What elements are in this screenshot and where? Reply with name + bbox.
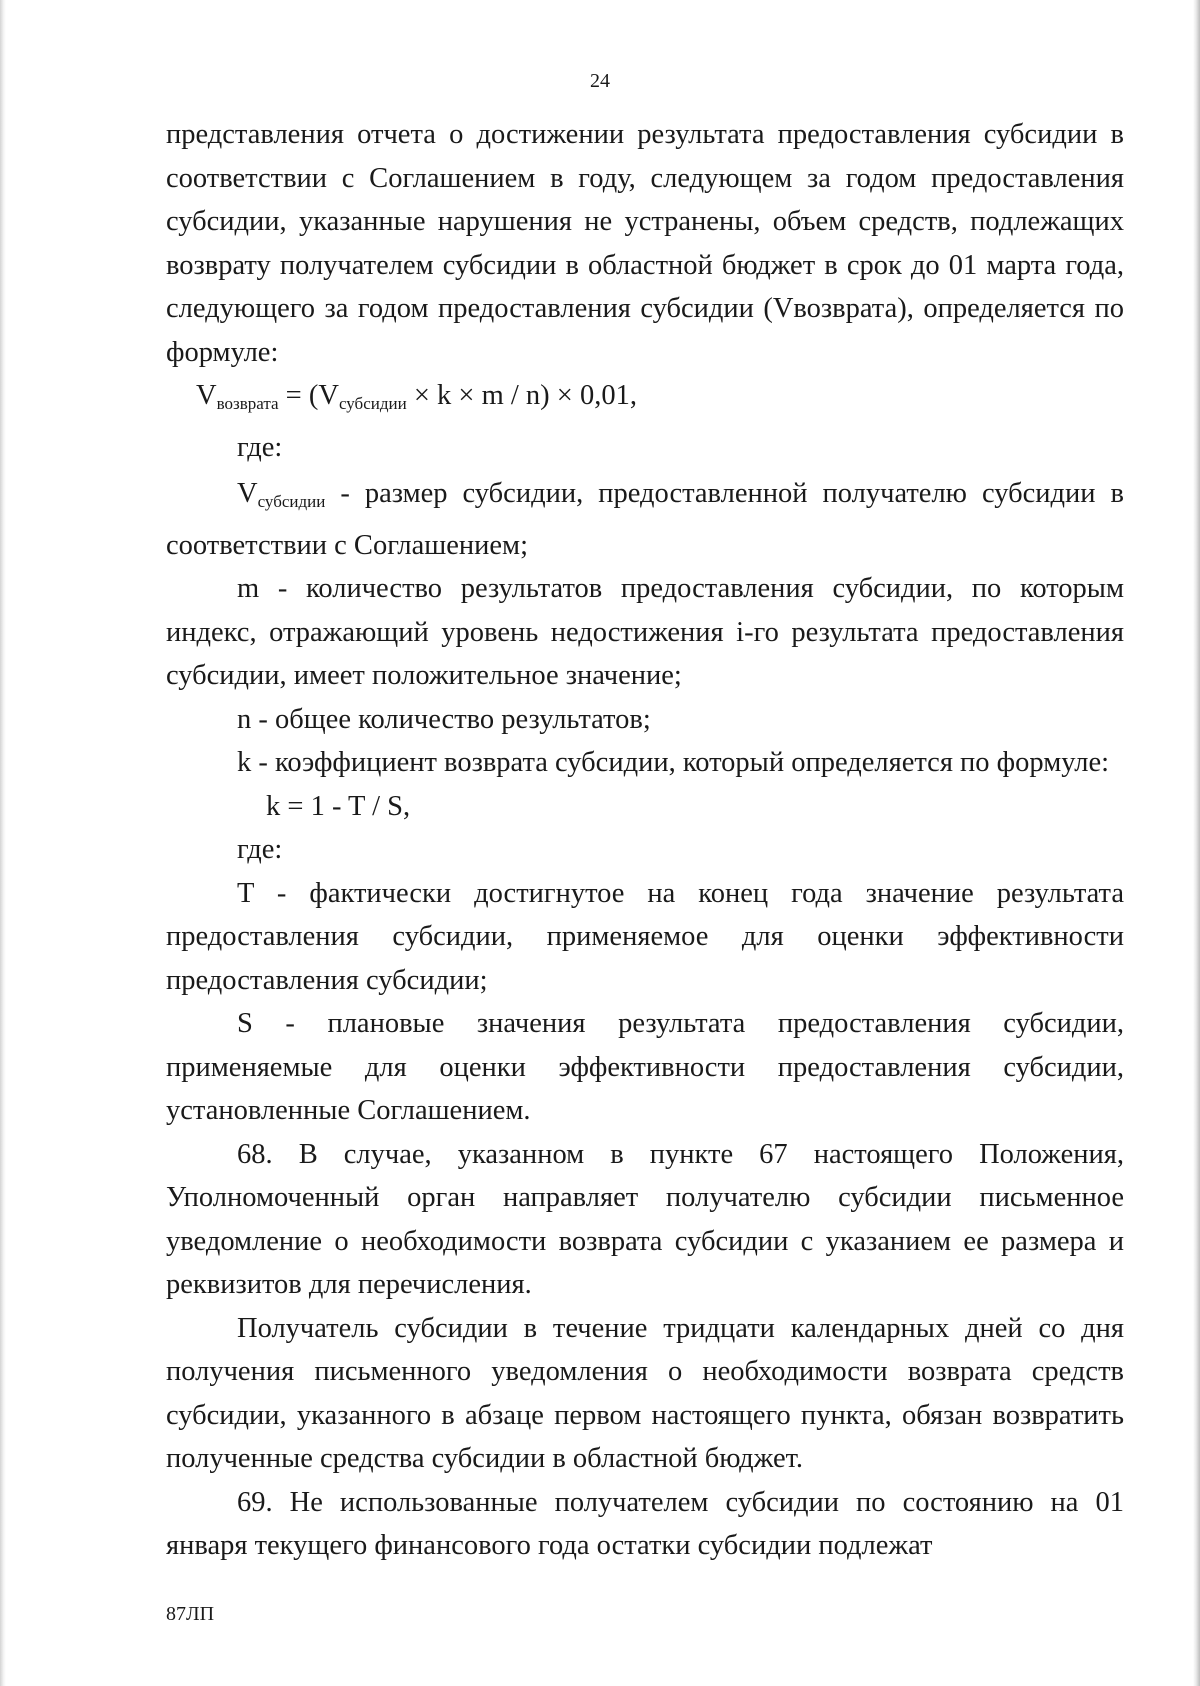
paragraph-68: 68. В случае, указанном в пункте 67 настоящего Положения, Уполномоченный орган направляет получателю субсидии письменное уведомление о необходимости возврата субсидии с указанием ее размера и реквизитов для перечисления. [166,1138,1124,1300]
formula-rest: × k × m / n) × 0,01, [406,380,637,411]
paragraph-intro: представления отчета о достижении результата предоставления субсидии в соответствии с Соглашением в году, следующем за годом предоставления субсидии, указанные нарушения не устранены, объем средств, подлежащих возврату получателем субсидии в областной бюджет в срок до 01 марта года, следующего за годом предоставления субсидии (Vвозврата), определяется по формуле: [166,119,1124,368]
v-subsidy-symbol: V [237,478,258,509]
where-label: где: [237,431,283,463]
scan-edge-right [1193,0,1200,1686]
definition-n: n - общее количество результатов; [237,703,651,735]
definition-k: k - коэффициент возврата субсидии, который определяется по формуле: [237,747,1110,778]
coefficient-formula: k = 1 - T / S, [266,790,411,822]
document-body [166,113,1124,1568]
definition-s: S - плановые значения результата предоставления субсидии, применяемые для оценки эффективности предоставления субсидии, установленные Соглашением. [166,1008,1124,1126]
formula-v-subscript: возврата [216,394,279,413]
definition-m: m - количество результатов предоставления субсидии, по которым индекс, отражающий уровень недостижения i-го результата предоставления субсидии, имеет положительное значение; [166,573,1124,691]
formula-v: V [196,380,217,411]
formula-subsidy-subscript: субсидии [338,394,407,413]
page-number: 24 [590,70,610,92]
paragraph-68-second: Получатель субсидии в течение тридцати календарных дней со дня получения письменного уведомления о необходимости возврата средств субсидии, указанного в абзаце первом настоящего пункта, обязан возвратить полученные средства субсидии в областной бюджет. [166,1312,1124,1474]
definition-t: T - фактически достигнутое на конец года значение результата предоставления субсидии, применяемое для оценки эффективности предоставления субсидии; [166,877,1124,996]
v-subsidy-subscript: субсидии [257,492,326,511]
scan-edge-left [0,0,6,1686]
definition-v-subsidy [166,472,1124,567]
return-volume-formula [166,374,1124,426]
v-subsidy-text: - размер субсидии, предоставленной получателю субсидии в соответствии с Соглашением; [166,478,1124,561]
where-label: где: [237,834,283,865]
formula-eq-open: = (V [278,380,339,411]
footer-document-code: 87ЛП [166,1603,215,1625]
paragraph-69: 69. Не использованные получателем субсидии по состоянию на 01 января текущего финансового года остатки субсидии подлежат [166,1486,1124,1561]
